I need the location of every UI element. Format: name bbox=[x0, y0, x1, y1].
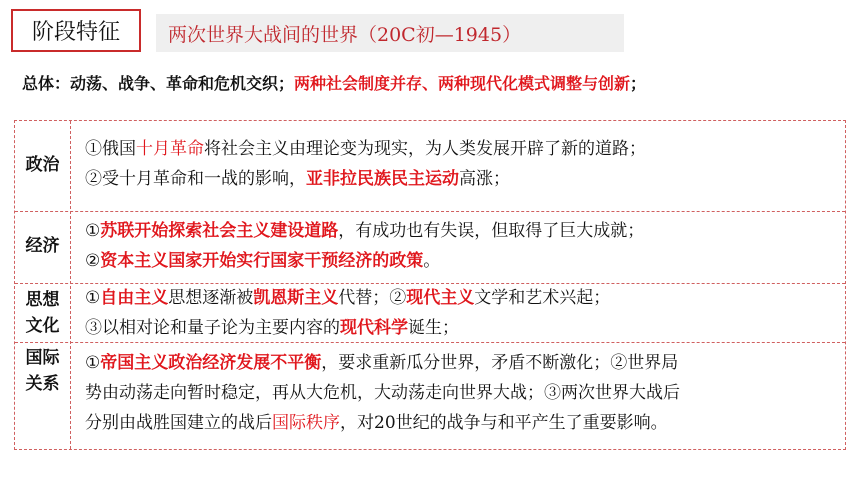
label-line: 文化 bbox=[25, 316, 60, 336]
label-line: 思想 bbox=[25, 290, 60, 310]
text-span: ① bbox=[85, 288, 101, 308]
row-label-culture bbox=[15, 287, 70, 339]
text-span: 思想逐渐被 bbox=[168, 288, 254, 308]
politics-content bbox=[85, 134, 835, 194]
label-line: 关系 bbox=[25, 374, 60, 394]
text-span: ①俄国 bbox=[85, 139, 136, 159]
text-span: ，对20世纪的战争与和平产生了重要影响。 bbox=[340, 413, 668, 433]
summary-suffix: ； bbox=[630, 74, 647, 93]
row-label-politics: 政治 bbox=[25, 155, 60, 175]
page-title: 两次世界大战间的世界（20C初—1945） bbox=[156, 14, 624, 52]
summary-prefix: 总体：动荡、战争、革命和危机交织； bbox=[22, 74, 295, 93]
summary-line bbox=[22, 71, 646, 94]
highlight-span: 现代科学 bbox=[340, 318, 408, 338]
relations-content bbox=[85, 348, 835, 438]
culture-line-1 bbox=[85, 283, 835, 313]
summary-highlight: 两种社会制度并存、两种现代化模式调整与创新 bbox=[294, 74, 631, 93]
politics-line-2 bbox=[85, 164, 835, 194]
text-span: 代替；② bbox=[338, 288, 407, 308]
relations-line-3 bbox=[85, 408, 835, 438]
row-label-relations bbox=[15, 345, 70, 397]
text-span: ③以相对论和量子论为主要内容的 bbox=[85, 318, 340, 338]
text-span: ① bbox=[85, 221, 101, 241]
text-span: ，有成功也有失误，但取得了巨大成就； bbox=[338, 221, 645, 241]
text-span: ②受十月革命和一战的影响， bbox=[85, 169, 306, 189]
politics-line-1 bbox=[85, 134, 835, 164]
highlight-span: 亚非拉民族民主运动 bbox=[306, 169, 459, 189]
relations-line-1 bbox=[85, 348, 835, 378]
text-span: 分别由战胜国建立的战后 bbox=[85, 413, 272, 433]
highlight-span: 现代主义 bbox=[406, 288, 475, 308]
highlight-span: 帝国主义政治经济发展不平衡 bbox=[100, 353, 322, 373]
text-span: ，要求重新瓜分世界，矛盾不断激化；②世界局 bbox=[321, 353, 679, 373]
highlight-span: 自由主义 bbox=[100, 288, 169, 308]
highlight-span: 苏联开始探索社会主义建设道路 bbox=[100, 221, 339, 241]
row-label-economy: 经济 bbox=[25, 236, 60, 256]
column-divider bbox=[70, 121, 71, 449]
text-span: ① bbox=[85, 353, 101, 373]
row-divider bbox=[15, 211, 845, 212]
culture-content bbox=[85, 283, 835, 343]
relations-line-2 bbox=[85, 378, 835, 408]
highlight-span: 国际秩序 bbox=[272, 413, 340, 433]
economy-line-1 bbox=[85, 216, 835, 246]
economy-content bbox=[85, 216, 835, 276]
stage-badge: 阶段特征 bbox=[11, 9, 141, 52]
text-span: ② bbox=[85, 251, 101, 271]
text-span: 高涨； bbox=[459, 169, 510, 189]
highlight-span: 十月革命 bbox=[136, 139, 204, 159]
label-line: 国际 bbox=[25, 348, 60, 368]
text-span: 势由动荡走向暂时稳定，再从大危机，大动荡走向世界大战；③两次世界大战后 bbox=[85, 383, 680, 403]
text-span: 诞生； bbox=[408, 318, 459, 338]
culture-line-2 bbox=[85, 313, 835, 343]
highlight-span: 凯恩斯主义 bbox=[253, 288, 339, 308]
text-span: 将社会主义由理论变为现实，为人类发展开辟了新的道路； bbox=[204, 139, 646, 159]
features-table bbox=[14, 120, 846, 450]
highlight-span: 资本主义国家开始实行国家干预经济的政策 bbox=[100, 251, 424, 271]
text-span: 。 bbox=[423, 251, 441, 271]
economy-line-2 bbox=[85, 246, 835, 276]
text-span: 文学和艺术兴起； bbox=[474, 288, 611, 308]
